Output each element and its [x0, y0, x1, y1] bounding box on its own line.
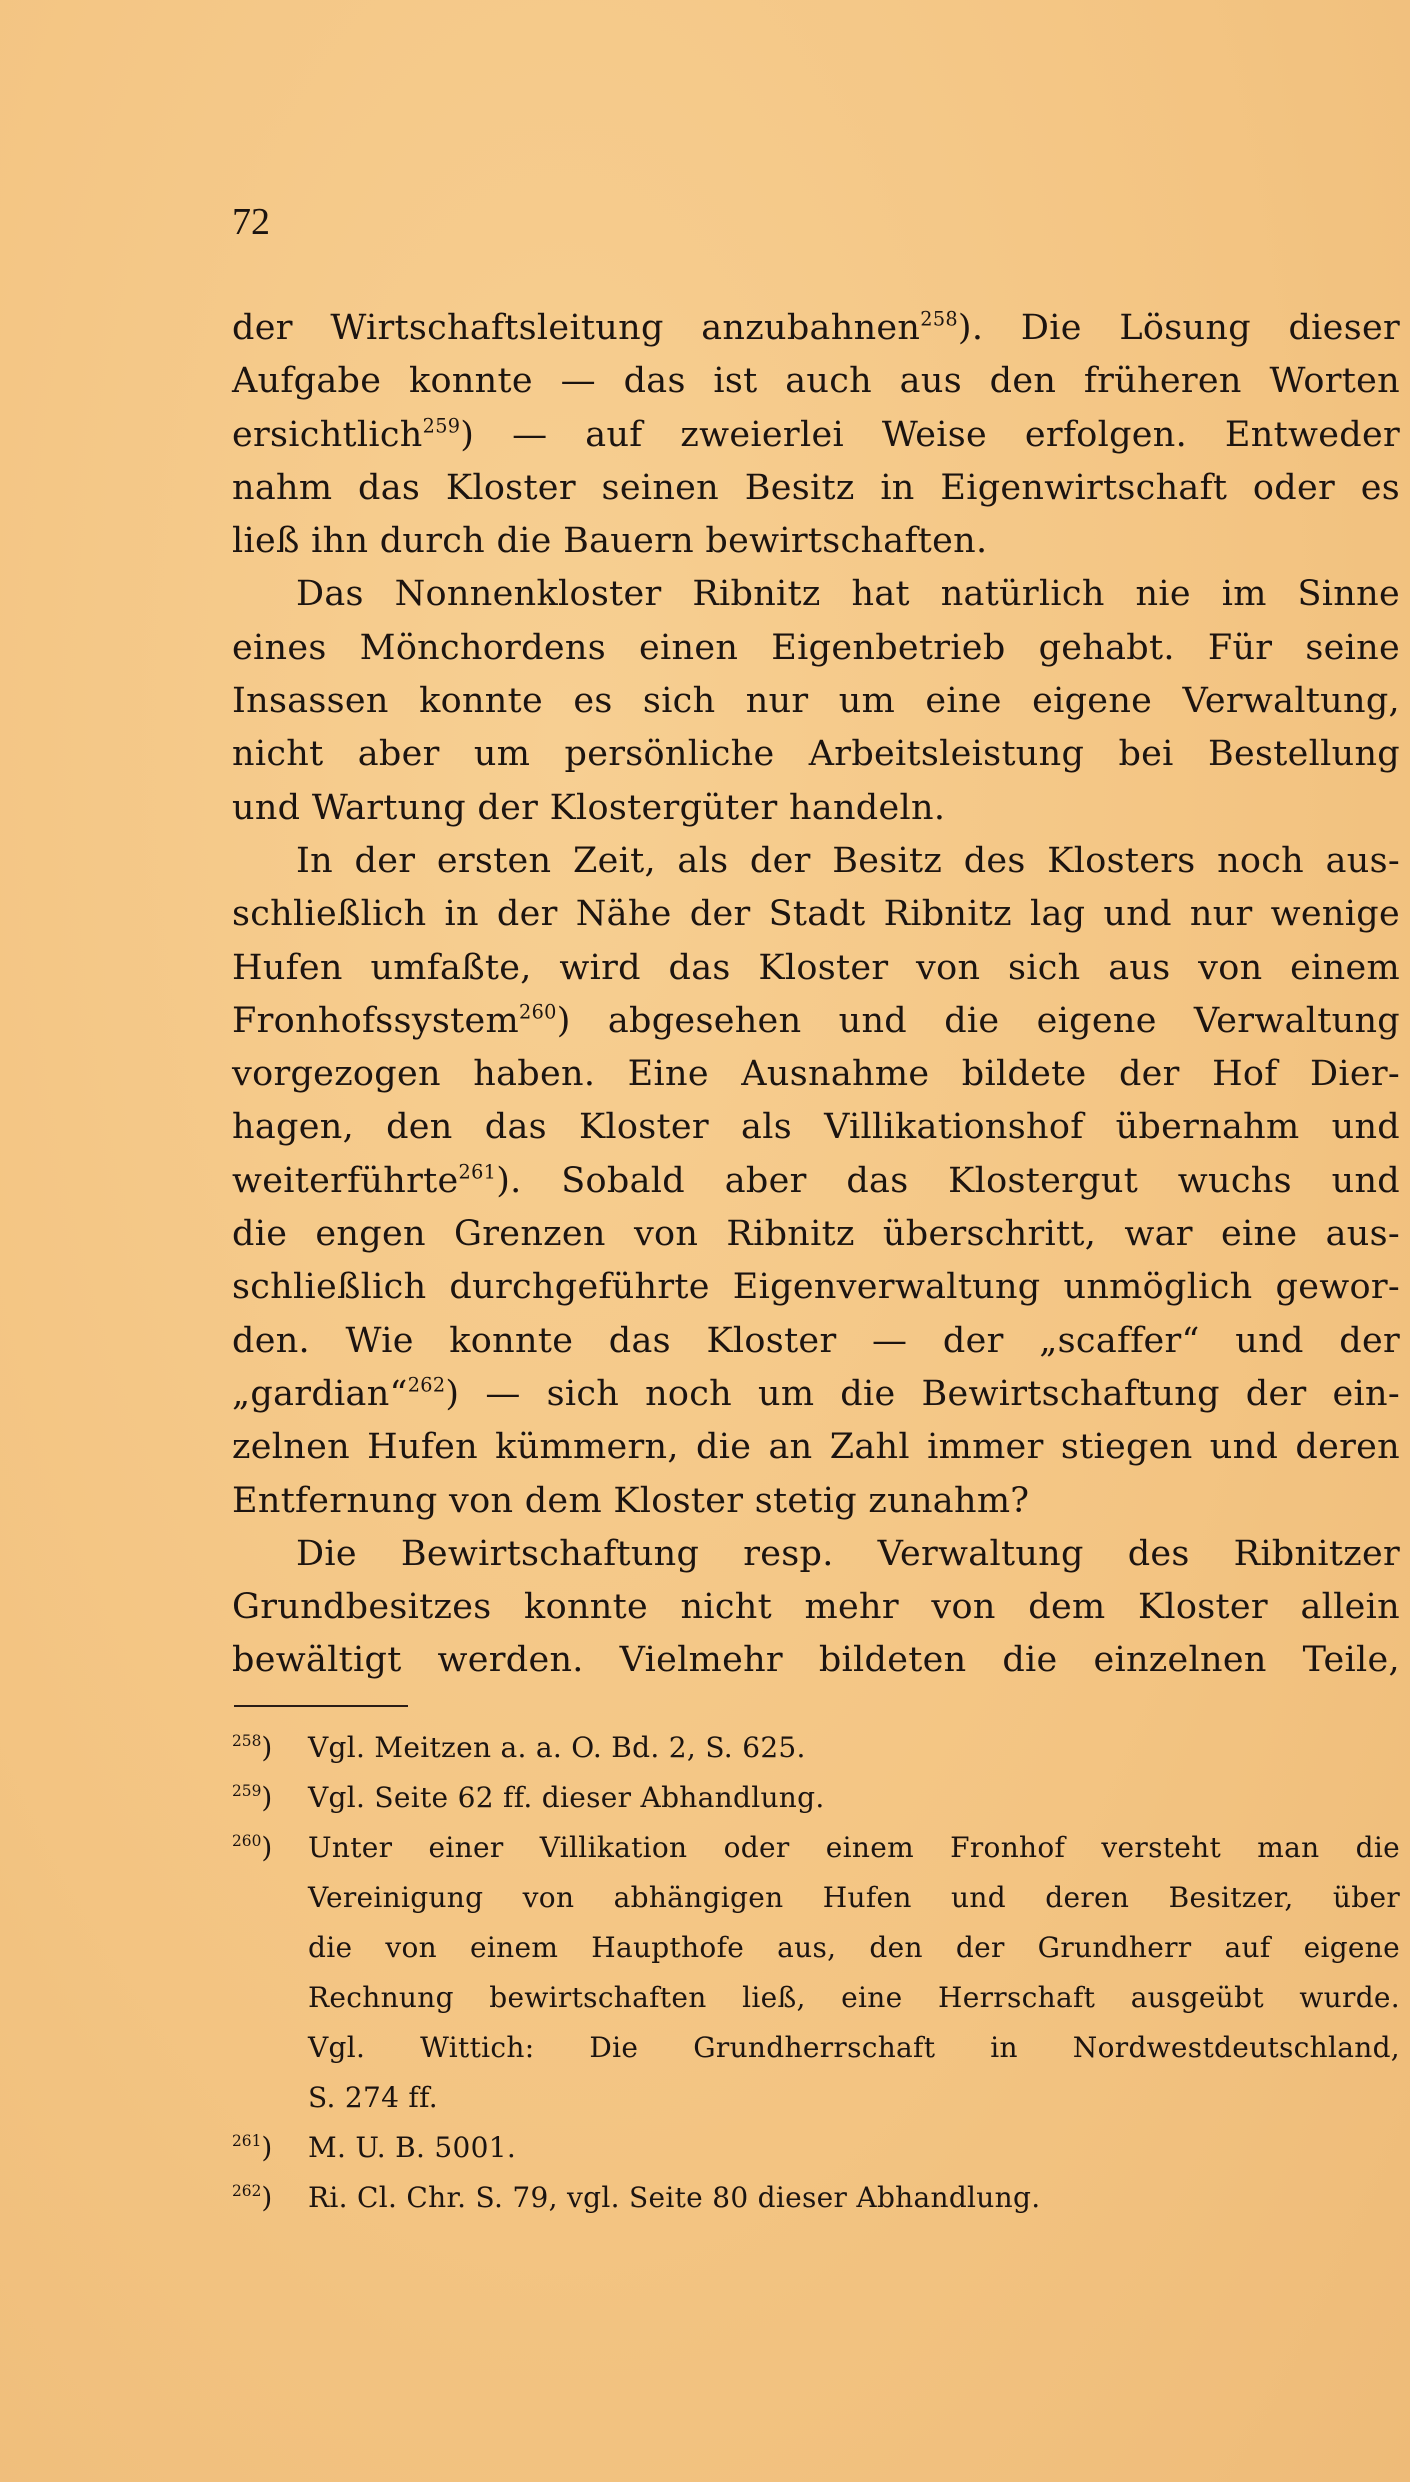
text-run: Aufgabe konnte — das ist auch aus den früheren Worten	[232, 361, 1400, 402]
text-run: hagen, den das Kloster als Villikationshof übernahm und	[232, 1107, 1400, 1148]
text-line	[232, 995, 1400, 1048]
footnote-number: $^{261}$)	[232, 2131, 273, 2164]
footnote-number-text: 258	[232, 1732, 262, 1751]
text-line	[232, 888, 1400, 941]
footnote-reference: 260	[519, 1000, 557, 1024]
footnote	[232, 1773, 1400, 1823]
text-line	[232, 1421, 1400, 1474]
footnote-line: Ri. Cl. Chr. S. 79, vgl. Seite 80 dieser Abhandlung.	[308, 2181, 1041, 2214]
text-line	[232, 515, 1400, 568]
text-line	[232, 1048, 1400, 1101]
text-run: nahm das Kloster seinen Besitz in Eigenwirtschaft oder es	[232, 467, 1400, 508]
footnote-reference: 261	[458, 1160, 497, 1184]
text-run: nicht aber um persönliche Arbeitsleistung bei Bestellung	[232, 734, 1400, 775]
footnote-number-text: 259	[232, 1782, 262, 1801]
footnote-line: Vgl. Seite 62 ff. dieser Abhandlung.	[308, 1781, 825, 1814]
text-run: schließlich durchgeführte Eigenverwaltung unmöglich gewor-	[232, 1267, 1400, 1308]
text-run: ) abgesehen und die eigene Verwaltung	[556, 1000, 1400, 1041]
text-line	[232, 675, 1400, 728]
text-line	[232, 1475, 1400, 1528]
text-line	[232, 622, 1400, 675]
footnote-line: Vgl. Wittich: Die Grundherrschaft in Nordwestdeutschland,	[308, 2031, 1400, 2064]
text-line	[232, 462, 1400, 515]
text-run: ) — sich noch um die Bewirtschaftung der ein-	[445, 1373, 1400, 1414]
text-line	[232, 568, 1400, 621]
footnote-line: Unter einer Villikation oder einem Fronhof versteht man die	[308, 1831, 1400, 1864]
footnote-line: S. 274 ff.	[308, 2081, 438, 2114]
text-run: schließlich in der Nähe der Stadt Ribnitz lag und nur wenige	[232, 894, 1400, 935]
footnote-number: $^{258}$)	[232, 1731, 273, 1764]
text-line	[232, 1528, 1400, 1581]
text-run: ließ ihn durch die Bauern bewirtschaften.	[232, 521, 988, 562]
text-run: bewältigt werden. Vielmehr bildeten die einzelnen Teile,	[232, 1640, 1400, 1681]
text-line	[232, 1208, 1400, 1261]
text-run: der Wirtschaftsleitung anzubahnen	[232, 308, 921, 348]
text-line	[232, 302, 1400, 355]
text-run: vorgezogen haben. Eine Ausnahme bildete der Hof Dier-	[232, 1054, 1400, 1095]
text-line	[232, 835, 1400, 888]
text-line	[232, 1581, 1400, 1634]
text-run: ersichtlich	[232, 414, 423, 455]
text-run: Insassen konnte es sich nur um eine eigene Verwaltung,	[232, 681, 1400, 722]
footnote-reference: 259	[422, 414, 461, 438]
footnote	[232, 2173, 1400, 2223]
text-run: Entfernung von dem Kloster stetig zunahm?	[232, 1480, 1030, 1521]
footnotes	[232, 1723, 1400, 2223]
text-line	[232, 942, 1400, 995]
text-run: Das Nonnenkloster Ribnitz hat natürlich nie im Sinne	[296, 574, 1400, 615]
footnote-line: M. U. B. 5001.	[308, 2131, 517, 2164]
text-run: den. Wie konnte das Kloster — der „scaffer“ und der	[232, 1320, 1400, 1361]
text-run: ). Sobald aber das Klostergut wuchs und	[496, 1160, 1400, 1201]
footnote-reference: 258	[920, 307, 958, 331]
text-line	[232, 1368, 1400, 1421]
text-run: ) — auf zweierlei Weise erfolgen. Entweder	[460, 414, 1400, 455]
footnote-line: die von einem Haupthofe aus, den der Grundherr auf eigene	[308, 1931, 1400, 1964]
text-line	[232, 409, 1400, 462]
text-run: Hufen umfaßte, wird das Kloster von sich aus von einem	[232, 947, 1400, 988]
text-line	[232, 728, 1400, 781]
text-run: Grundbesitzes konnte nicht mehr von dem Kloster allein	[232, 1587, 1400, 1628]
footnote-line: Rechnung bewirtschaften ließ, eine Herrschaft ausgeübt wurde.	[308, 1981, 1400, 2014]
page-number: 72	[232, 201, 270, 243]
text-run: und Wartung der Klostergüter handeln.	[232, 787, 946, 828]
body-text	[232, 302, 1400, 1688]
text-line	[232, 1261, 1400, 1314]
footnote	[232, 2123, 1400, 2173]
text-run: eines Mönchordens einen Eigenbetrieb gehabt. Für seine	[232, 627, 1400, 668]
text-line	[232, 1155, 1400, 1208]
footnote-number-text: 262	[232, 2182, 262, 2201]
text-run: zelnen Hufen kümmern, die an Zahl immer stiegen und deren	[232, 1427, 1400, 1468]
text-line	[232, 1101, 1400, 1154]
text-line	[232, 1315, 1400, 1368]
text-run: ). Die Lösung dieser	[957, 308, 1400, 348]
footnote-reference: 262	[407, 1373, 446, 1397]
text-run: Die Bewirtschaftung resp. Verwaltung des Ribnitzer	[296, 1533, 1400, 1574]
text-line	[232, 355, 1400, 408]
text-line	[232, 1634, 1400, 1687]
footnote-number: $^{260}$)	[232, 1831, 273, 1864]
footnote	[232, 1723, 1400, 1773]
text-run: Fronhofssystem	[232, 1000, 520, 1041]
footnote-line: Vgl. Meitzen a. a. O. Bd. 2, S. 625.	[308, 1731, 806, 1764]
text-run: In der ersten Zeit, als der Besitz des Klosters noch aus-	[296, 840, 1400, 881]
footnote-number: $^{262}$)	[232, 2181, 273, 2214]
text-run: weiterführte	[232, 1160, 459, 1201]
text-run: die engen Grenzen von Ribnitz überschritt, war eine aus-	[232, 1214, 1400, 1255]
footnote-number: $^{259}$)	[232, 1781, 273, 1814]
text-run: „gardian“	[232, 1373, 408, 1414]
footnote	[232, 1823, 1400, 2123]
footnote-number-text: 260	[232, 1832, 262, 1851]
footnote-line: Vereinigung von abhängigen Hufen und deren Besitzer, über	[308, 1881, 1400, 1914]
footnote-divider	[234, 1705, 408, 1707]
text-line	[232, 782, 1400, 835]
footnote-number-text: 261	[232, 2132, 262, 2151]
